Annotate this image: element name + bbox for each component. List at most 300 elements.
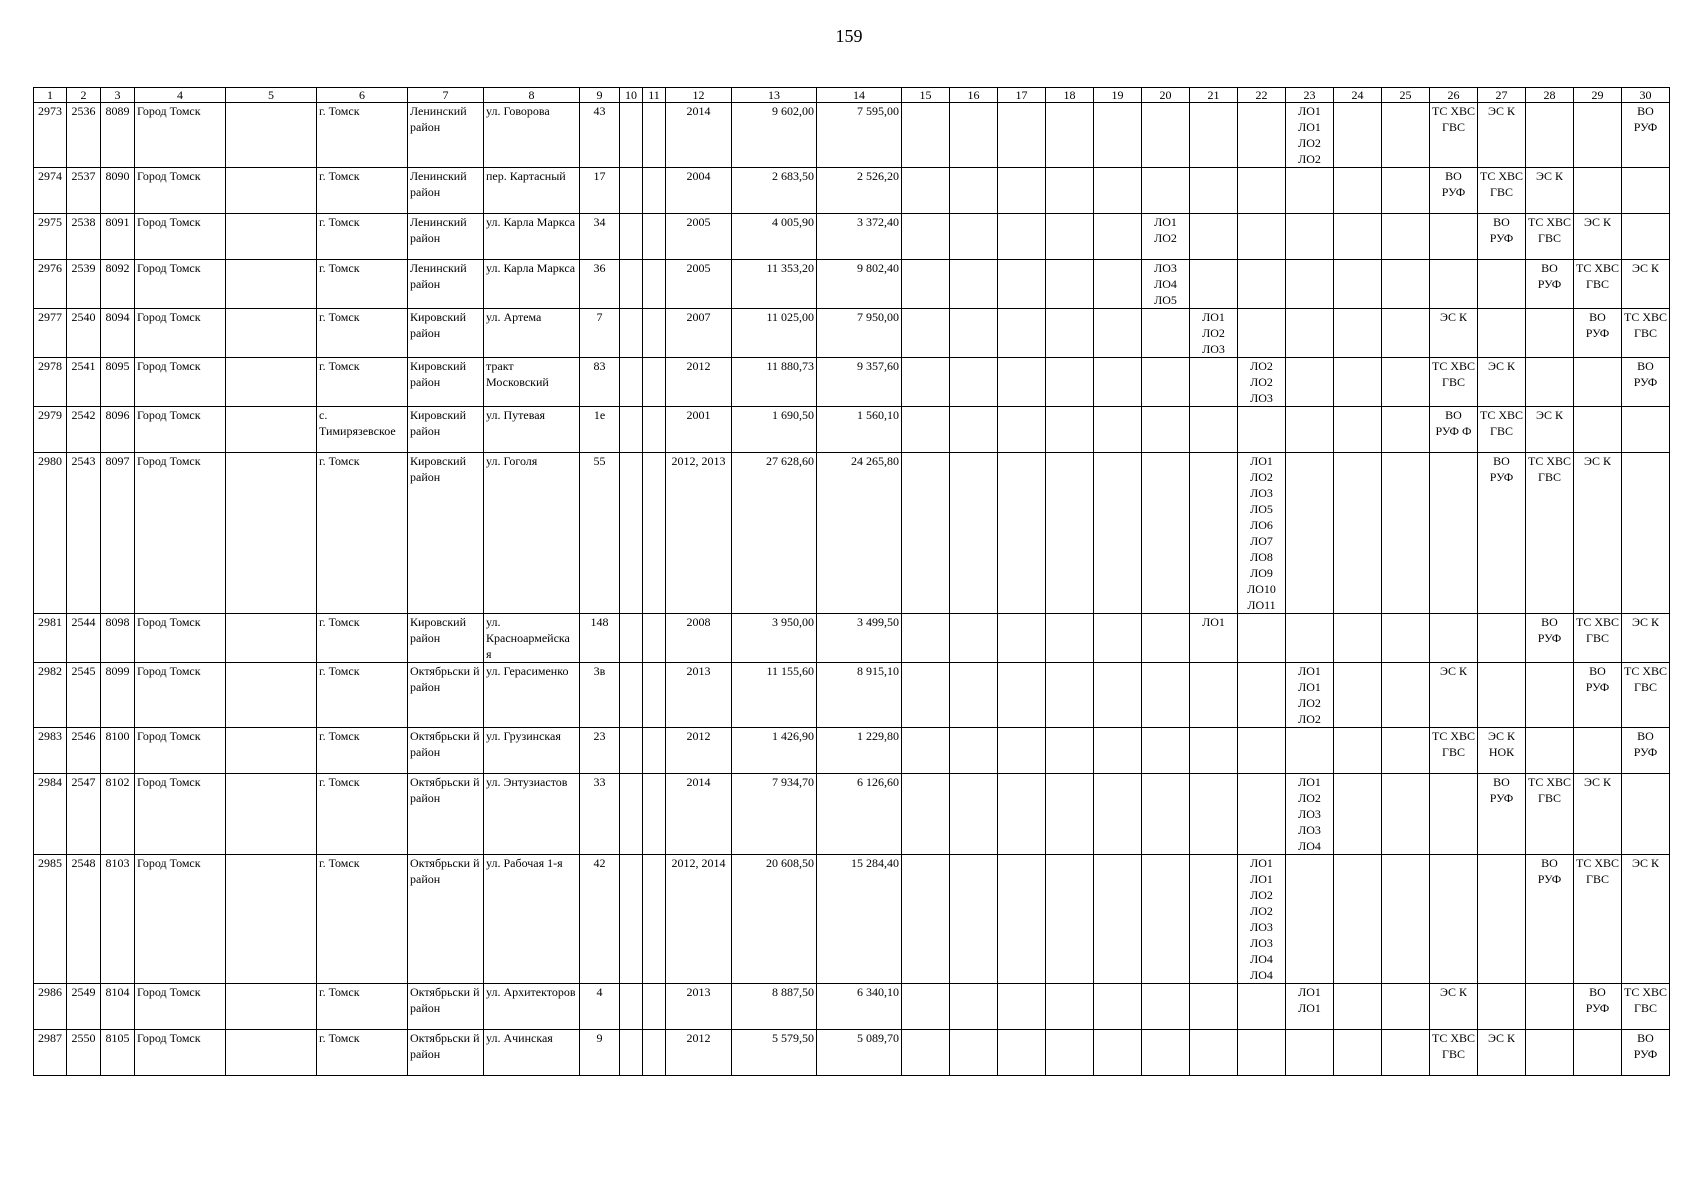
cell-col-29: ВО РУФ	[1574, 309, 1622, 358]
cell-col-2: 2541	[67, 358, 101, 407]
cell-col-5	[226, 614, 317, 663]
cell-col-30	[1622, 453, 1670, 614]
cell-col-18	[1046, 168, 1094, 214]
cell-col-15	[902, 1030, 950, 1076]
cell-col-5	[226, 309, 317, 358]
cell-col-10	[620, 407, 643, 453]
cell-col-21	[1190, 453, 1238, 614]
cell-col-3: 8090	[101, 168, 135, 214]
cell-col-29: ЭС К	[1574, 774, 1622, 855]
cell-col-23	[1286, 260, 1334, 309]
cell-col-24	[1334, 855, 1382, 984]
cell-col-3: 8097	[101, 453, 135, 614]
cell-col-23	[1286, 855, 1334, 984]
cell-col-28	[1526, 358, 1574, 407]
cell-col-21	[1190, 663, 1238, 728]
column-header-2: 2	[67, 88, 101, 103]
column-header-13: 13	[732, 88, 817, 103]
cell-col-10	[620, 453, 643, 614]
cell-col-26	[1430, 214, 1478, 260]
column-header-29: 29	[1574, 88, 1622, 103]
cell-col-21	[1190, 260, 1238, 309]
cell-col-12: 2012	[666, 1030, 732, 1076]
column-header-3: 3	[101, 88, 135, 103]
cell-col-21	[1190, 103, 1238, 168]
cell-col-9: 36	[580, 260, 620, 309]
table-row	[34, 728, 1670, 774]
cell-col-28: ВО РУФ	[1526, 614, 1574, 663]
cell-col-17	[998, 453, 1046, 614]
cell-col-23: ЛО1 ЛО1	[1286, 984, 1334, 1030]
cell-col-16	[950, 103, 998, 168]
cell-col-7: Ленинский район	[408, 103, 484, 168]
cell-col-8: ул. Артема	[484, 309, 580, 358]
cell-col-11	[643, 984, 666, 1030]
cell-col-29	[1574, 168, 1622, 214]
cell-col-13: 1 690,50	[732, 407, 817, 453]
cell-col-15	[902, 168, 950, 214]
cell-col-20	[1142, 453, 1190, 614]
cell-col-18	[1046, 663, 1094, 728]
column-header-10: 10	[620, 88, 643, 103]
cell-col-25	[1382, 614, 1430, 663]
cell-col-2: 2537	[67, 168, 101, 214]
cell-col-27: ЭС К	[1478, 1030, 1526, 1076]
cell-col-25	[1382, 309, 1430, 358]
cell-col-14: 2 526,20	[817, 168, 902, 214]
table-row	[34, 407, 1670, 453]
cell-col-20	[1142, 407, 1190, 453]
cell-col-4: Город Томск	[135, 309, 226, 358]
column-header-15: 15	[902, 88, 950, 103]
cell-col-29	[1574, 407, 1622, 453]
cell-col-28: ТС ХВС ГВС	[1526, 214, 1574, 260]
cell-col-14: 7 595,00	[817, 103, 902, 168]
cell-col-5	[226, 103, 317, 168]
cell-col-12: 2013	[666, 984, 732, 1030]
cell-col-2: 2542	[67, 407, 101, 453]
cell-col-13: 11 880,73	[732, 358, 817, 407]
cell-col-16	[950, 168, 998, 214]
cell-col-7: Ленинский район	[408, 168, 484, 214]
cell-col-18	[1046, 103, 1094, 168]
cell-col-30	[1622, 774, 1670, 855]
cell-col-27	[1478, 663, 1526, 728]
cell-col-25	[1382, 855, 1430, 984]
cell-col-11	[643, 168, 666, 214]
table-row	[34, 214, 1670, 260]
cell-col-18	[1046, 214, 1094, 260]
cell-col-2: 2547	[67, 774, 101, 855]
cell-col-13: 11 353,20	[732, 260, 817, 309]
cell-col-23: ЛО1 ЛО2 ЛО3 ЛО3 ЛО4	[1286, 774, 1334, 855]
cell-col-19	[1094, 214, 1142, 260]
cell-col-19	[1094, 855, 1142, 984]
column-header-14: 14	[817, 88, 902, 103]
cell-col-4: Город Томск	[135, 663, 226, 728]
cell-col-4: Город Томск	[135, 984, 226, 1030]
cell-col-16	[950, 407, 998, 453]
cell-col-28: ТС ХВС ГВС	[1526, 774, 1574, 855]
cell-col-28: ЭС К	[1526, 407, 1574, 453]
cell-col-11	[643, 103, 666, 168]
cell-col-19	[1094, 453, 1142, 614]
cell-col-10	[620, 260, 643, 309]
cell-col-17	[998, 309, 1046, 358]
cell-col-24	[1334, 984, 1382, 1030]
cell-col-9: 33	[580, 774, 620, 855]
cell-col-10	[620, 614, 643, 663]
cell-col-14: 24 265,80	[817, 453, 902, 614]
cell-col-23	[1286, 614, 1334, 663]
cell-col-5	[226, 855, 317, 984]
cell-col-24	[1334, 728, 1382, 774]
cell-col-20: ЛО3 ЛО4 ЛО5	[1142, 260, 1190, 309]
cell-col-24	[1334, 407, 1382, 453]
cell-col-19	[1094, 103, 1142, 168]
cell-col-30: ВО РУФ	[1622, 728, 1670, 774]
cell-col-7: Октябрьски й район	[408, 984, 484, 1030]
cell-col-11	[643, 260, 666, 309]
column-header-19: 19	[1094, 88, 1142, 103]
cell-col-16	[950, 214, 998, 260]
cell-col-28	[1526, 1030, 1574, 1076]
cell-col-3: 8098	[101, 614, 135, 663]
cell-col-20	[1142, 309, 1190, 358]
cell-col-17	[998, 407, 1046, 453]
cell-col-6: с. Тимирязевское	[317, 407, 408, 453]
cell-col-23	[1286, 168, 1334, 214]
cell-col-9: 9	[580, 1030, 620, 1076]
cell-col-7: Кировский район	[408, 309, 484, 358]
cell-col-28: ЭС К	[1526, 168, 1574, 214]
cell-col-18	[1046, 728, 1094, 774]
cell-col-20	[1142, 774, 1190, 855]
cell-col-16	[950, 453, 998, 614]
cell-col-3: 8104	[101, 984, 135, 1030]
cell-col-4: Город Томск	[135, 614, 226, 663]
cell-col-14: 7 950,00	[817, 309, 902, 358]
cell-col-19	[1094, 407, 1142, 453]
cell-col-30: ТС ХВС ГВС	[1622, 663, 1670, 728]
cell-col-25	[1382, 168, 1430, 214]
cell-col-2: 2536	[67, 103, 101, 168]
cell-col-21: ЛО1 ЛО2 ЛО3	[1190, 309, 1238, 358]
column-header-11: 11	[643, 88, 666, 103]
cell-col-27	[1478, 309, 1526, 358]
cell-col-26: ТС ХВС ГВС	[1430, 728, 1478, 774]
cell-col-6: г. Томск	[317, 855, 408, 984]
cell-col-18	[1046, 984, 1094, 1030]
cell-col-24	[1334, 358, 1382, 407]
cell-col-4: Город Томск	[135, 774, 226, 855]
cell-col-13: 5 579,50	[732, 1030, 817, 1076]
cell-col-13: 4 005,90	[732, 214, 817, 260]
cell-col-22: ЛО2 ЛО2 ЛО3	[1238, 358, 1286, 407]
cell-col-14: 6 126,60	[817, 774, 902, 855]
cell-col-25	[1382, 774, 1430, 855]
cell-col-13: 2 683,50	[732, 168, 817, 214]
cell-col-6: г. Томск	[317, 774, 408, 855]
cell-col-27: ТС ХВС ГВС	[1478, 407, 1526, 453]
cell-col-9: 43	[580, 103, 620, 168]
cell-col-28	[1526, 663, 1574, 728]
cell-col-16	[950, 855, 998, 984]
cell-col-17	[998, 168, 1046, 214]
cell-col-19	[1094, 728, 1142, 774]
cell-col-3: 8102	[101, 774, 135, 855]
cell-col-21	[1190, 214, 1238, 260]
cell-col-22	[1238, 774, 1286, 855]
cell-col-3: 8089	[101, 103, 135, 168]
cell-col-9: 83	[580, 358, 620, 407]
cell-col-5	[226, 358, 317, 407]
cell-col-26: ВО РУФ Ф	[1430, 407, 1478, 453]
cell-col-10	[620, 168, 643, 214]
cell-col-30	[1622, 407, 1670, 453]
cell-col-24	[1334, 260, 1382, 309]
cell-col-26: ЭС К	[1430, 663, 1478, 728]
cell-col-6: г. Томск	[317, 168, 408, 214]
cell-col-15	[902, 260, 950, 309]
cell-col-19	[1094, 984, 1142, 1030]
table-row	[34, 453, 1670, 614]
cell-col-30: ЭС К	[1622, 855, 1670, 984]
cell-col-4: Город Томск	[135, 103, 226, 168]
cell-col-27: ЭС К НОК	[1478, 728, 1526, 774]
cell-col-3: 8105	[101, 1030, 135, 1076]
column-header-28: 28	[1526, 88, 1574, 103]
cell-col-27	[1478, 614, 1526, 663]
cell-col-8: тракт Московский	[484, 358, 580, 407]
table-row	[34, 614, 1670, 663]
cell-col-7: Октябрьски й район	[408, 774, 484, 855]
cell-col-12: 2005	[666, 260, 732, 309]
cell-col-10	[620, 984, 643, 1030]
cell-col-2: 2550	[67, 1030, 101, 1076]
cell-col-12: 2008	[666, 614, 732, 663]
cell-col-19	[1094, 358, 1142, 407]
cell-col-29: ЭС К	[1574, 453, 1622, 614]
column-header-5: 5	[226, 88, 317, 103]
cell-col-28	[1526, 984, 1574, 1030]
cell-col-23	[1286, 309, 1334, 358]
cell-col-26: ЭС К	[1430, 984, 1478, 1030]
cell-col-21	[1190, 407, 1238, 453]
column-header-12: 12	[666, 88, 732, 103]
cell-col-9: 34	[580, 214, 620, 260]
cell-col-29	[1574, 358, 1622, 407]
cell-col-5	[226, 1030, 317, 1076]
cell-col-7: Ленинский район	[408, 214, 484, 260]
column-header-7: 7	[408, 88, 484, 103]
cell-col-20	[1142, 728, 1190, 774]
table-row	[34, 358, 1670, 407]
cell-col-4: Город Томск	[135, 728, 226, 774]
cell-col-24	[1334, 774, 1382, 855]
cell-col-28: ВО РУФ	[1526, 855, 1574, 984]
cell-col-5	[226, 260, 317, 309]
cell-col-15	[902, 614, 950, 663]
cell-col-9: 17	[580, 168, 620, 214]
cell-col-23: ЛО1 ЛО1 ЛО2 ЛО2	[1286, 663, 1334, 728]
cell-col-29	[1574, 728, 1622, 774]
cell-col-24	[1334, 103, 1382, 168]
cell-col-17	[998, 358, 1046, 407]
cell-col-23: ЛО1 ЛО1 ЛО2 ЛО2	[1286, 103, 1334, 168]
cell-col-15	[902, 774, 950, 855]
table-row	[34, 774, 1670, 855]
cell-col-12: 2012, 2013	[666, 453, 732, 614]
cell-col-1: 2978	[34, 358, 67, 407]
cell-col-7: Ленинский район	[408, 260, 484, 309]
cell-col-26	[1430, 453, 1478, 614]
cell-col-14: 6 340,10	[817, 984, 902, 1030]
cell-col-3: 8092	[101, 260, 135, 309]
cell-col-8: ул. Карла Маркса	[484, 260, 580, 309]
cell-col-7: Кировский район	[408, 453, 484, 614]
cell-col-5	[226, 168, 317, 214]
cell-col-11	[643, 728, 666, 774]
cell-col-22	[1238, 103, 1286, 168]
cell-col-1: 2975	[34, 214, 67, 260]
cell-col-22	[1238, 984, 1286, 1030]
column-header-18: 18	[1046, 88, 1094, 103]
cell-col-18	[1046, 614, 1094, 663]
cell-col-10	[620, 663, 643, 728]
cell-col-30: ТС ХВС ГВС	[1622, 984, 1670, 1030]
cell-col-16	[950, 309, 998, 358]
cell-col-12: 2012, 2014	[666, 855, 732, 984]
cell-col-29: ТС ХВС ГВС	[1574, 614, 1622, 663]
cell-col-4: Город Томск	[135, 214, 226, 260]
cell-col-4: Город Томск	[135, 260, 226, 309]
cell-col-3: 8094	[101, 309, 135, 358]
cell-col-17	[998, 1030, 1046, 1076]
cell-col-9: 4	[580, 984, 620, 1030]
column-header-6: 6	[317, 88, 408, 103]
cell-col-10	[620, 103, 643, 168]
cell-col-22: ЛО1 ЛО2 ЛО3 ЛО5 ЛО6 ЛО7 ЛО8 ЛО9 ЛО10 ЛО11	[1238, 453, 1286, 614]
cell-col-2: 2548	[67, 855, 101, 984]
cell-col-17	[998, 984, 1046, 1030]
cell-col-7: Октябрьски й район	[408, 1030, 484, 1076]
cell-col-1: 2986	[34, 984, 67, 1030]
cell-col-29	[1574, 103, 1622, 168]
cell-col-24	[1334, 614, 1382, 663]
cell-col-11	[643, 358, 666, 407]
cell-col-30: ЭС К	[1622, 614, 1670, 663]
cell-col-1: 2977	[34, 309, 67, 358]
cell-col-19	[1094, 774, 1142, 855]
cell-col-24	[1334, 214, 1382, 260]
cell-col-15	[902, 103, 950, 168]
cell-col-24	[1334, 168, 1382, 214]
column-header-24: 24	[1334, 88, 1382, 103]
cell-col-14: 3 372,40	[817, 214, 902, 260]
cell-col-17	[998, 855, 1046, 984]
cell-col-6: г. Томск	[317, 663, 408, 728]
cell-col-14: 8 915,10	[817, 663, 902, 728]
table-row	[34, 855, 1670, 984]
cell-col-8: ул. Красноармейска я	[484, 614, 580, 663]
cell-col-24	[1334, 309, 1382, 358]
cell-col-27	[1478, 984, 1526, 1030]
cell-col-29: ЭС К	[1574, 214, 1622, 260]
column-header-20: 20	[1142, 88, 1190, 103]
cell-col-12: 2013	[666, 663, 732, 728]
cell-col-22	[1238, 260, 1286, 309]
cell-col-6: г. Томск	[317, 453, 408, 614]
cell-col-22	[1238, 214, 1286, 260]
cell-col-4: Город Томск	[135, 358, 226, 407]
cell-col-19	[1094, 614, 1142, 663]
column-header-17: 17	[998, 88, 1046, 103]
cell-col-25	[1382, 214, 1430, 260]
cell-col-8: ул. Карла Маркса	[484, 214, 580, 260]
cell-col-3: 8100	[101, 728, 135, 774]
cell-col-2: 2545	[67, 663, 101, 728]
cell-col-30	[1622, 168, 1670, 214]
cell-col-23	[1286, 407, 1334, 453]
cell-col-17	[998, 103, 1046, 168]
cell-col-23	[1286, 1030, 1334, 1076]
cell-col-1: 2982	[34, 663, 67, 728]
table-row	[34, 309, 1670, 358]
column-header-21: 21	[1190, 88, 1238, 103]
column-header-9: 9	[580, 88, 620, 103]
cell-col-15	[902, 855, 950, 984]
table-row	[34, 103, 1670, 168]
cell-col-28: ВО РУФ	[1526, 260, 1574, 309]
cell-col-29: ВО РУФ	[1574, 984, 1622, 1030]
cell-col-27: ЭС К	[1478, 358, 1526, 407]
cell-col-19	[1094, 168, 1142, 214]
cell-col-22	[1238, 614, 1286, 663]
cell-col-17	[998, 260, 1046, 309]
cell-col-9: 42	[580, 855, 620, 984]
cell-col-26	[1430, 614, 1478, 663]
cell-col-2: 2549	[67, 984, 101, 1030]
cell-col-22	[1238, 728, 1286, 774]
cell-col-3: 8099	[101, 663, 135, 728]
cell-col-6: г. Томск	[317, 260, 408, 309]
cell-col-18	[1046, 358, 1094, 407]
cell-col-3: 8096	[101, 407, 135, 453]
table-row	[34, 260, 1670, 309]
cell-col-14: 1 560,10	[817, 407, 902, 453]
cell-col-1: 2987	[34, 1030, 67, 1076]
column-header-16: 16	[950, 88, 998, 103]
column-header-1: 1	[34, 88, 67, 103]
cell-col-15	[902, 358, 950, 407]
cell-col-26: ТС ХВС ГВС	[1430, 1030, 1478, 1076]
cell-col-26: ВО РУФ	[1430, 168, 1478, 214]
cell-col-22	[1238, 1030, 1286, 1076]
cell-col-12: 2004	[666, 168, 732, 214]
cell-col-17	[998, 774, 1046, 855]
cell-col-4: Город Томск	[135, 855, 226, 984]
cell-col-13: 11 025,00	[732, 309, 817, 358]
cell-col-7: Кировский район	[408, 358, 484, 407]
cell-col-7: Октябрьски й район	[408, 728, 484, 774]
cell-col-25	[1382, 103, 1430, 168]
cell-col-21: ЛО1	[1190, 614, 1238, 663]
column-header-22: 22	[1238, 88, 1286, 103]
cell-col-14: 5 089,70	[817, 1030, 902, 1076]
cell-col-11	[643, 663, 666, 728]
cell-col-1: 2985	[34, 855, 67, 984]
